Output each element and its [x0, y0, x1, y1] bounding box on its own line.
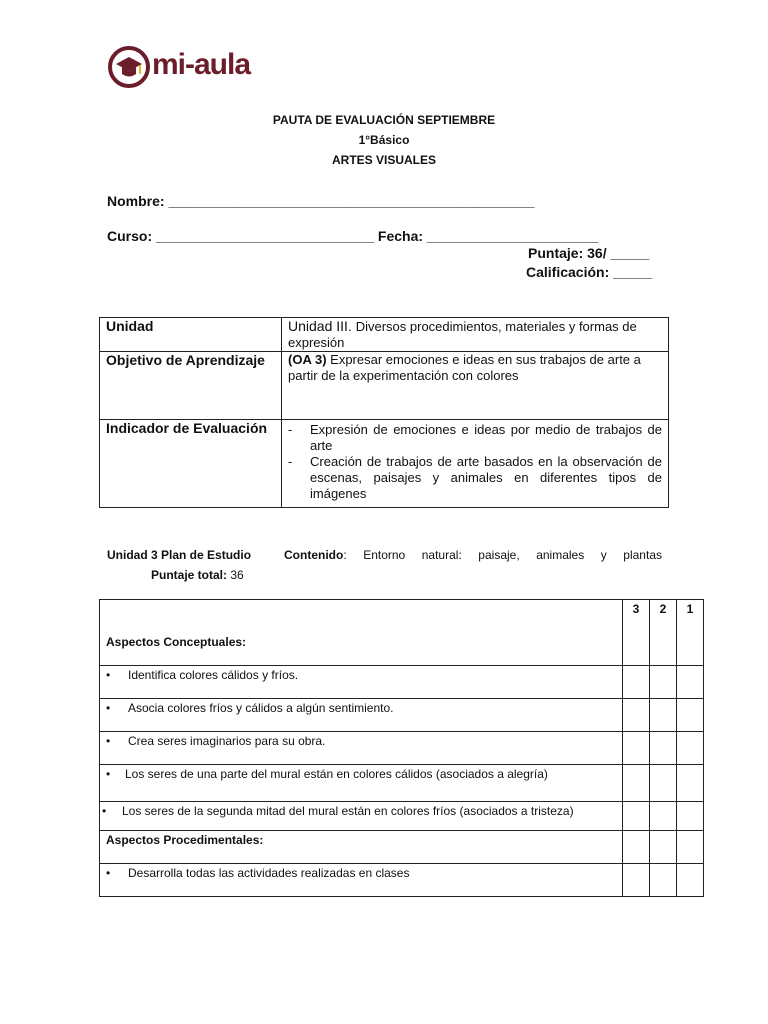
score-cell[interactable] [623, 765, 650, 802]
score-header-3: 3 [623, 600, 650, 666]
score-cell[interactable] [623, 864, 650, 897]
score-cell[interactable] [650, 831, 677, 864]
curso-fecha-field[interactable]: Curso: ____________________________ Fecha: ______________________ [107, 228, 599, 244]
rubric-item: • Identifica colores cálidos y fríos. [100, 666, 623, 699]
table-row [100, 765, 704, 802]
score-cell[interactable] [677, 864, 704, 897]
indicador-value [282, 420, 669, 508]
score-cell[interactable] [623, 732, 650, 765]
rubric-table [99, 599, 704, 897]
score-cell[interactable] [650, 802, 677, 831]
rubric-item: • Asocia colores fríos y cálidos a algún sentimiento. [100, 699, 623, 732]
indicador-label: Indicador de Evaluación [100, 420, 282, 508]
score-cell[interactable] [623, 831, 650, 864]
nombre-field[interactable]: Nombre: _______________________________________________ [107, 193, 535, 209]
unidad-label: Unidad [100, 318, 282, 352]
score-cell[interactable] [650, 732, 677, 765]
unit-info-table [99, 317, 669, 508]
score-cell[interactable] [650, 699, 677, 732]
rubric-item: • Desarrolla todas las actividades realizadas en clases [100, 864, 623, 897]
score-cell[interactable] [677, 831, 704, 864]
score-cell[interactable] [677, 666, 704, 699]
grade-label: 1°Básico [358, 133, 410, 147]
plan-unidad: Unidad 3 Plan de Estudio [107, 548, 252, 562]
table-row [100, 831, 704, 864]
document-title: PAUTA DE EVALUACIÓN SEPTIEMBRE [272, 113, 496, 127]
score-cell[interactable] [623, 666, 650, 699]
score-cell[interactable] [677, 732, 704, 765]
table-row [100, 666, 704, 699]
calificacion-field[interactable]: Calificación: _____ [526, 264, 653, 280]
rubric-item: • Crea seres imaginarios para su obra. [100, 732, 623, 765]
score-cell[interactable] [650, 666, 677, 699]
score-cell[interactable] [650, 864, 677, 897]
score-cell[interactable] [677, 802, 704, 831]
indicador-item: - Creación de trabajos de arte basados en la observación de escenas, paisajes y animales en diferentes tipos de imágenes [288, 454, 662, 501]
objetivo-value: (OA 3) Expresar emociones e ideas en sus trabajos de arte a partir de la experimentación con colores [282, 352, 669, 420]
score-header-1: 1 [677, 600, 704, 666]
score-cell[interactable] [677, 699, 704, 732]
unidad-value: Unidad III. Diversos procedimientos, materiales y formas de expresión [282, 318, 669, 352]
section-procedimental: Aspectos Procedimentales: [100, 831, 623, 864]
table-row [100, 732, 704, 765]
score-header-2: 2 [650, 600, 677, 666]
table-row [100, 802, 704, 831]
indicador-item: - Expresión de emociones e ideas por medio de trabajos de arte [288, 422, 662, 453]
score-cell[interactable] [677, 765, 704, 802]
objetivo-label: Objetivo de Aprendizaje [100, 352, 282, 420]
plan-contenido: Contenido: Entorno natural: paisaje, animales y plantas [284, 548, 662, 562]
subject-label: ARTES VISUALES [331, 153, 436, 167]
puntaje-field[interactable]: Puntaje: 36/ _____ [528, 245, 650, 261]
table-row [100, 699, 704, 732]
score-cell[interactable] [623, 802, 650, 831]
table-row [100, 864, 704, 897]
section-conceptual: Aspectos Conceptuales: [100, 600, 623, 666]
logo-wordmark: mi-aula [152, 48, 251, 81]
graduation-cap-icon [110, 48, 148, 86]
score-cell[interactable] [623, 699, 650, 732]
rubric-item: • Los seres de la segunda mitad del mural están en colores fríos (asociados a tristeza) [100, 802, 623, 831]
score-cell[interactable] [650, 765, 677, 802]
plan-puntaje: Puntaje total: 36 [151, 568, 244, 582]
rubric-item: • Los seres de una parte del mural están en colores cálidos (asociados a alegría) [100, 765, 623, 802]
